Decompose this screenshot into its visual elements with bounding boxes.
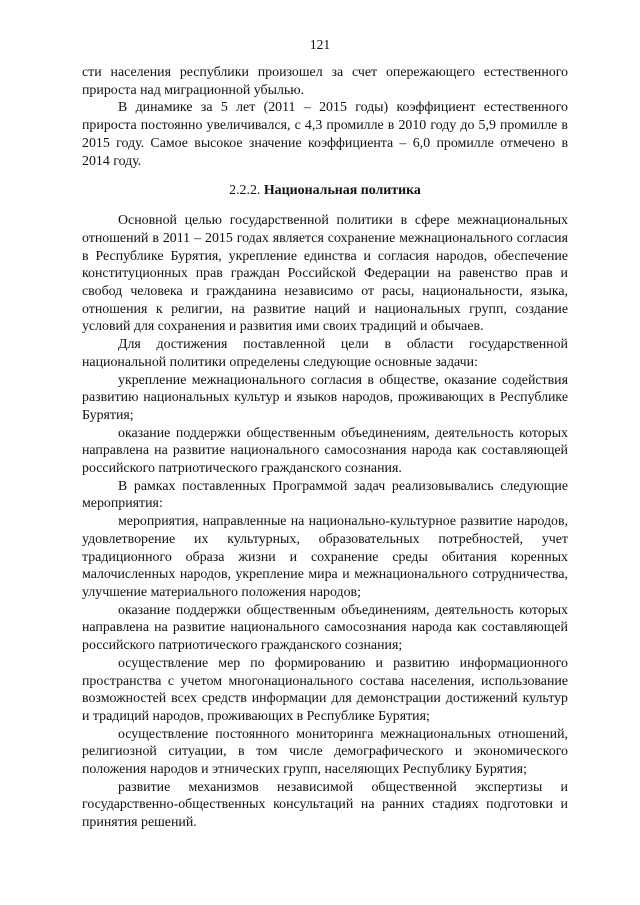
section-heading	[82, 170, 568, 212]
page-number: 121	[309, 37, 331, 52]
paragraph: В динамике за 5 лет (2011 – 2015 годы) коэффициент естественного прироста постоянно увеличивался, с 4,3 промилле в 2010 году до 5,9 промилле в 2015 году. Самое высокое значение коэффициента – 6,0 промилле отмечено в 2014 году.	[82, 100, 568, 169]
list-item: осуществление постоянного мониторинга межнациональных отношений, религиозной ситуации, в том числе демографического и экономического положения народов и этнических групп, населяющих Республику Бурятия;	[82, 726, 568, 778]
list-item: оказание поддержки общественным объединениям, деятельность которых направлена на развитие национального самосознания народа как составляющей российского патриотического гражданского сознания.	[82, 425, 568, 477]
paragraph: Для достижения поставленной цели в области государственной национальной политики определены следующие основные задачи:	[82, 337, 568, 370]
list-item: осуществление мер по формированию и развитию информационного пространства с учетом многонационального состава населения, использование возможностей всех средств информации для демонстрации достижений культур и традиций народов, проживающих в Республике Бурятия;	[82, 655, 568, 724]
list-item: оказание поддержки общественным объединениям, деятельность которых направлена на развитие национального самосознания народа как составляющей российского патриотического гражданского сознания;	[82, 602, 568, 654]
paragraph: В рамках поставленных Программой задач реализовывались следующие мероприятия:	[82, 478, 568, 512]
list-item: укрепление межнационального согласия в обществе, оказание содействия развитию национальных культур и языков народов, проживающих в Республике Бурятия;	[82, 372, 568, 423]
list-item: мероприятия, направленные на национально-культурное развитие народов, удовлетворение их культурных, образовательных потребностей, учет традиционного образа жизни и сохранение среды обитания коренных малочисленных народов, укрепление мира и межнационального сотрудничества, улучшение материального положения народов;	[82, 514, 568, 600]
list-item: развитие механизмов независимой общественной экспертизы и государственно-общественных консультаций на ранних стадиях подготовки и принятия решений.	[82, 779, 568, 831]
section-title: Национальная политика	[263, 183, 421, 199]
section-number: 2.2.2.	[229, 183, 261, 199]
paragraph: сти населения республики произошел за счет опережающего естественного прироста над миграционной убылью.	[82, 65, 568, 98]
paragraph: Основной целью государственной политики в сфере межнациональных отношений в 2011 – 2015 годах является сохранение межнационального согласия в Республике Бурятия, укрепление единства и согласия народов, обеспечение конституционных прав граждан Российской Федерации на равенство прав и свобод человека и гражданина независимо от расы, национальности, языка, отношения к религии, на развитие наций и национальных групп, создание условий для сохранения и развития ими своих традиций и обычаев.	[82, 213, 568, 335]
document-body	[82, 64, 568, 832]
